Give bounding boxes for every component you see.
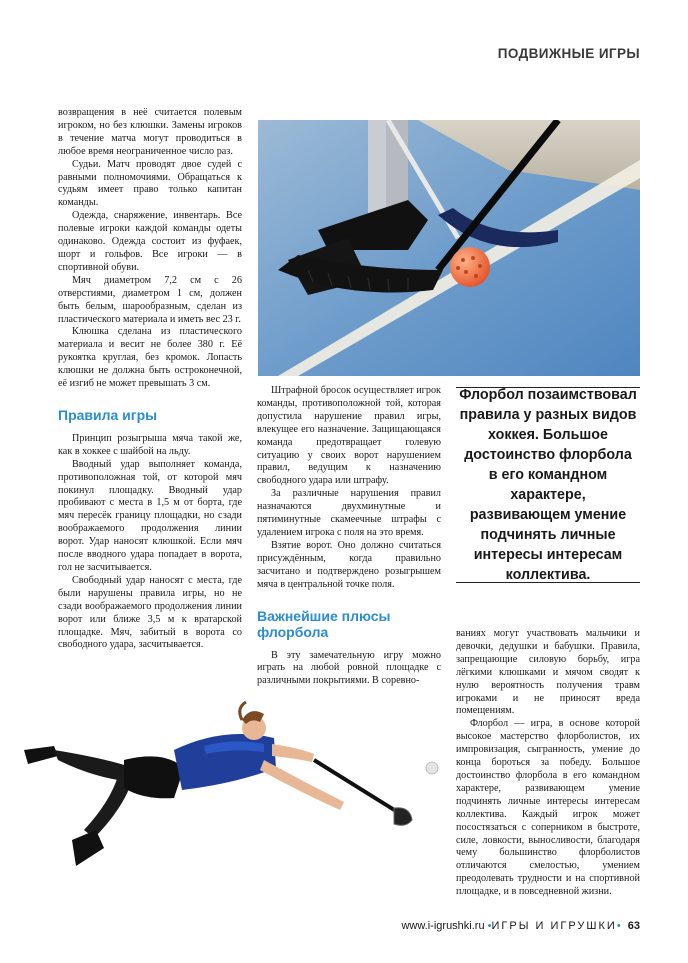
floorball-stick-ball-photo	[258, 120, 640, 376]
paragraph: Клюшка сделана из пластического материала и весит не более 380 г. Её рукоятка круглая, без кромок. Лопасть клюшки не должна быть остроконечной, её изгиб не может превышать 3 см.	[58, 326, 242, 390]
paragraph: Одежда, снаряжение, инвентарь. Все полевые игроки каждой команды одеты одинаково. Одежда состоит из фуфаек, шорт и гольфов. Все игроки — в спортивной обуви.	[58, 210, 242, 273]
paragraph: Взятие ворот. Оно должно считаться присуждённым, когда правильно засчитано и подтверждено розыгрышем мяча в центральной точке поля.	[257, 539, 441, 590]
paragraph: Судьи. Матч проводят двое судей с равными полномочиями. Обращаться к судьям имеет право только капитан команды.	[58, 158, 242, 209]
paragraph: Штрафной бросок осуществляет игрок команды, противоположной той, которая допустила нарушение правил игры, влекущее его назначение. Защищающаяся команда предотвращает голевую ситуацию у своих ворот нарушением правил, ведущим к назначению свободного удара или штрафу.	[257, 385, 441, 487]
paragraph: Вводный удар выполняет команда, противоположная той, от которой мяч покинул площадку. Вводный удар пробивают с места в 1,5 м от борта, где мяч пересёк границу площадки, но сзади воображаемого продолжения линии ворот. Удар наносят клюшкой. Если мяч после вводного удара попадает в ворота, гол не засчитывается.	[58, 458, 242, 573]
pull-quote	[456, 387, 640, 583]
paragraph: В эту замечательную игру можно играть на любой ровной площадке с различными покрытиями. В соревно-	[257, 649, 441, 687]
paragraph: Мяч диаметром 7,2 см с 26 отверстиями, диаметром 1 см, должен быть белым, шарообразным, сделан из пластического материала и иметь вес 23 г.	[58, 274, 242, 325]
section-header: ПОДВИЖНЫЕ ИГРЫ	[497, 46, 640, 61]
separator-dot-icon: •	[616, 920, 621, 932]
text-column-3	[456, 628, 640, 899]
paragraph: Принцип розыгрыша мяча такой же, как в хоккее с шайбой на льду.	[58, 432, 242, 457]
page-number: 63	[627, 920, 640, 932]
paragraph: За различные нарушения правил назначаются двухминутные и пятиминутные скамеечные штрафы с удалением игрока с поля на это время.	[257, 488, 441, 538]
page-footer	[0, 920, 640, 932]
pull-quote-text: Флорбол позаимствовал правила у разных видов хоккея. Большое достоинство флорбола в его командном характере, развивающем умение подчинять личные интересы интересам коллектива.	[459, 387, 637, 583]
paragraph: Флорбол — игра, в основе которой высокое мастерство флорболистов, их импровизация, сыгранность, умение до конца бороться за победу. Большое достоинство флорбола в его командном характере, развивающем умение подчинять личные интересы интересам коллектива. Каждый игрок может посостязаться с соперником в быстроте, силе, ловкости, выносливости, благодаря чему большинство флорболистов отличаются смелостью, умением преодолевать трудности и на спортивной площадке, и в повседневной жизни.	[456, 718, 640, 898]
diving-player-photo	[14, 698, 446, 880]
paragraph: Свободный удар наносят с места, где были нарушены правила игры, но не сзади воображаемого продолжения линии ворот или ближе 3,5 м к вратарской площадке. Мяч, забитый в ворота со свободного удара, засчитывается.	[58, 574, 242, 651]
text-column-2	[257, 385, 441, 688]
text-column-1	[58, 107, 242, 652]
paragraph: ваниях могут участвовать мальчики и девочки, дедушки и бабушки. Правила, запрещающие силовую борьбу, игра лёгкими клюшками и мячом сводят к нулю вероятность получения травм игроками и не приносят вреда помещениям.	[456, 628, 640, 717]
paragraph: возвращения в неё считается полевым игроком, но без клюшки. Замены игроков в течение матча могут проводиться в любое время неограниченное число раз.	[58, 107, 242, 157]
heading-game-rules: Правила игры	[58, 406, 158, 423]
heading-main-advantages: Важнейшие плюсы флорбола	[257, 607, 391, 640]
separator-dot-icon: •	[487, 920, 492, 932]
magazine-name: ИГРЫ И ИГРУШКИ	[491, 920, 617, 932]
site-link[interactable]: www.i-igrushki.ru	[401, 920, 485, 932]
